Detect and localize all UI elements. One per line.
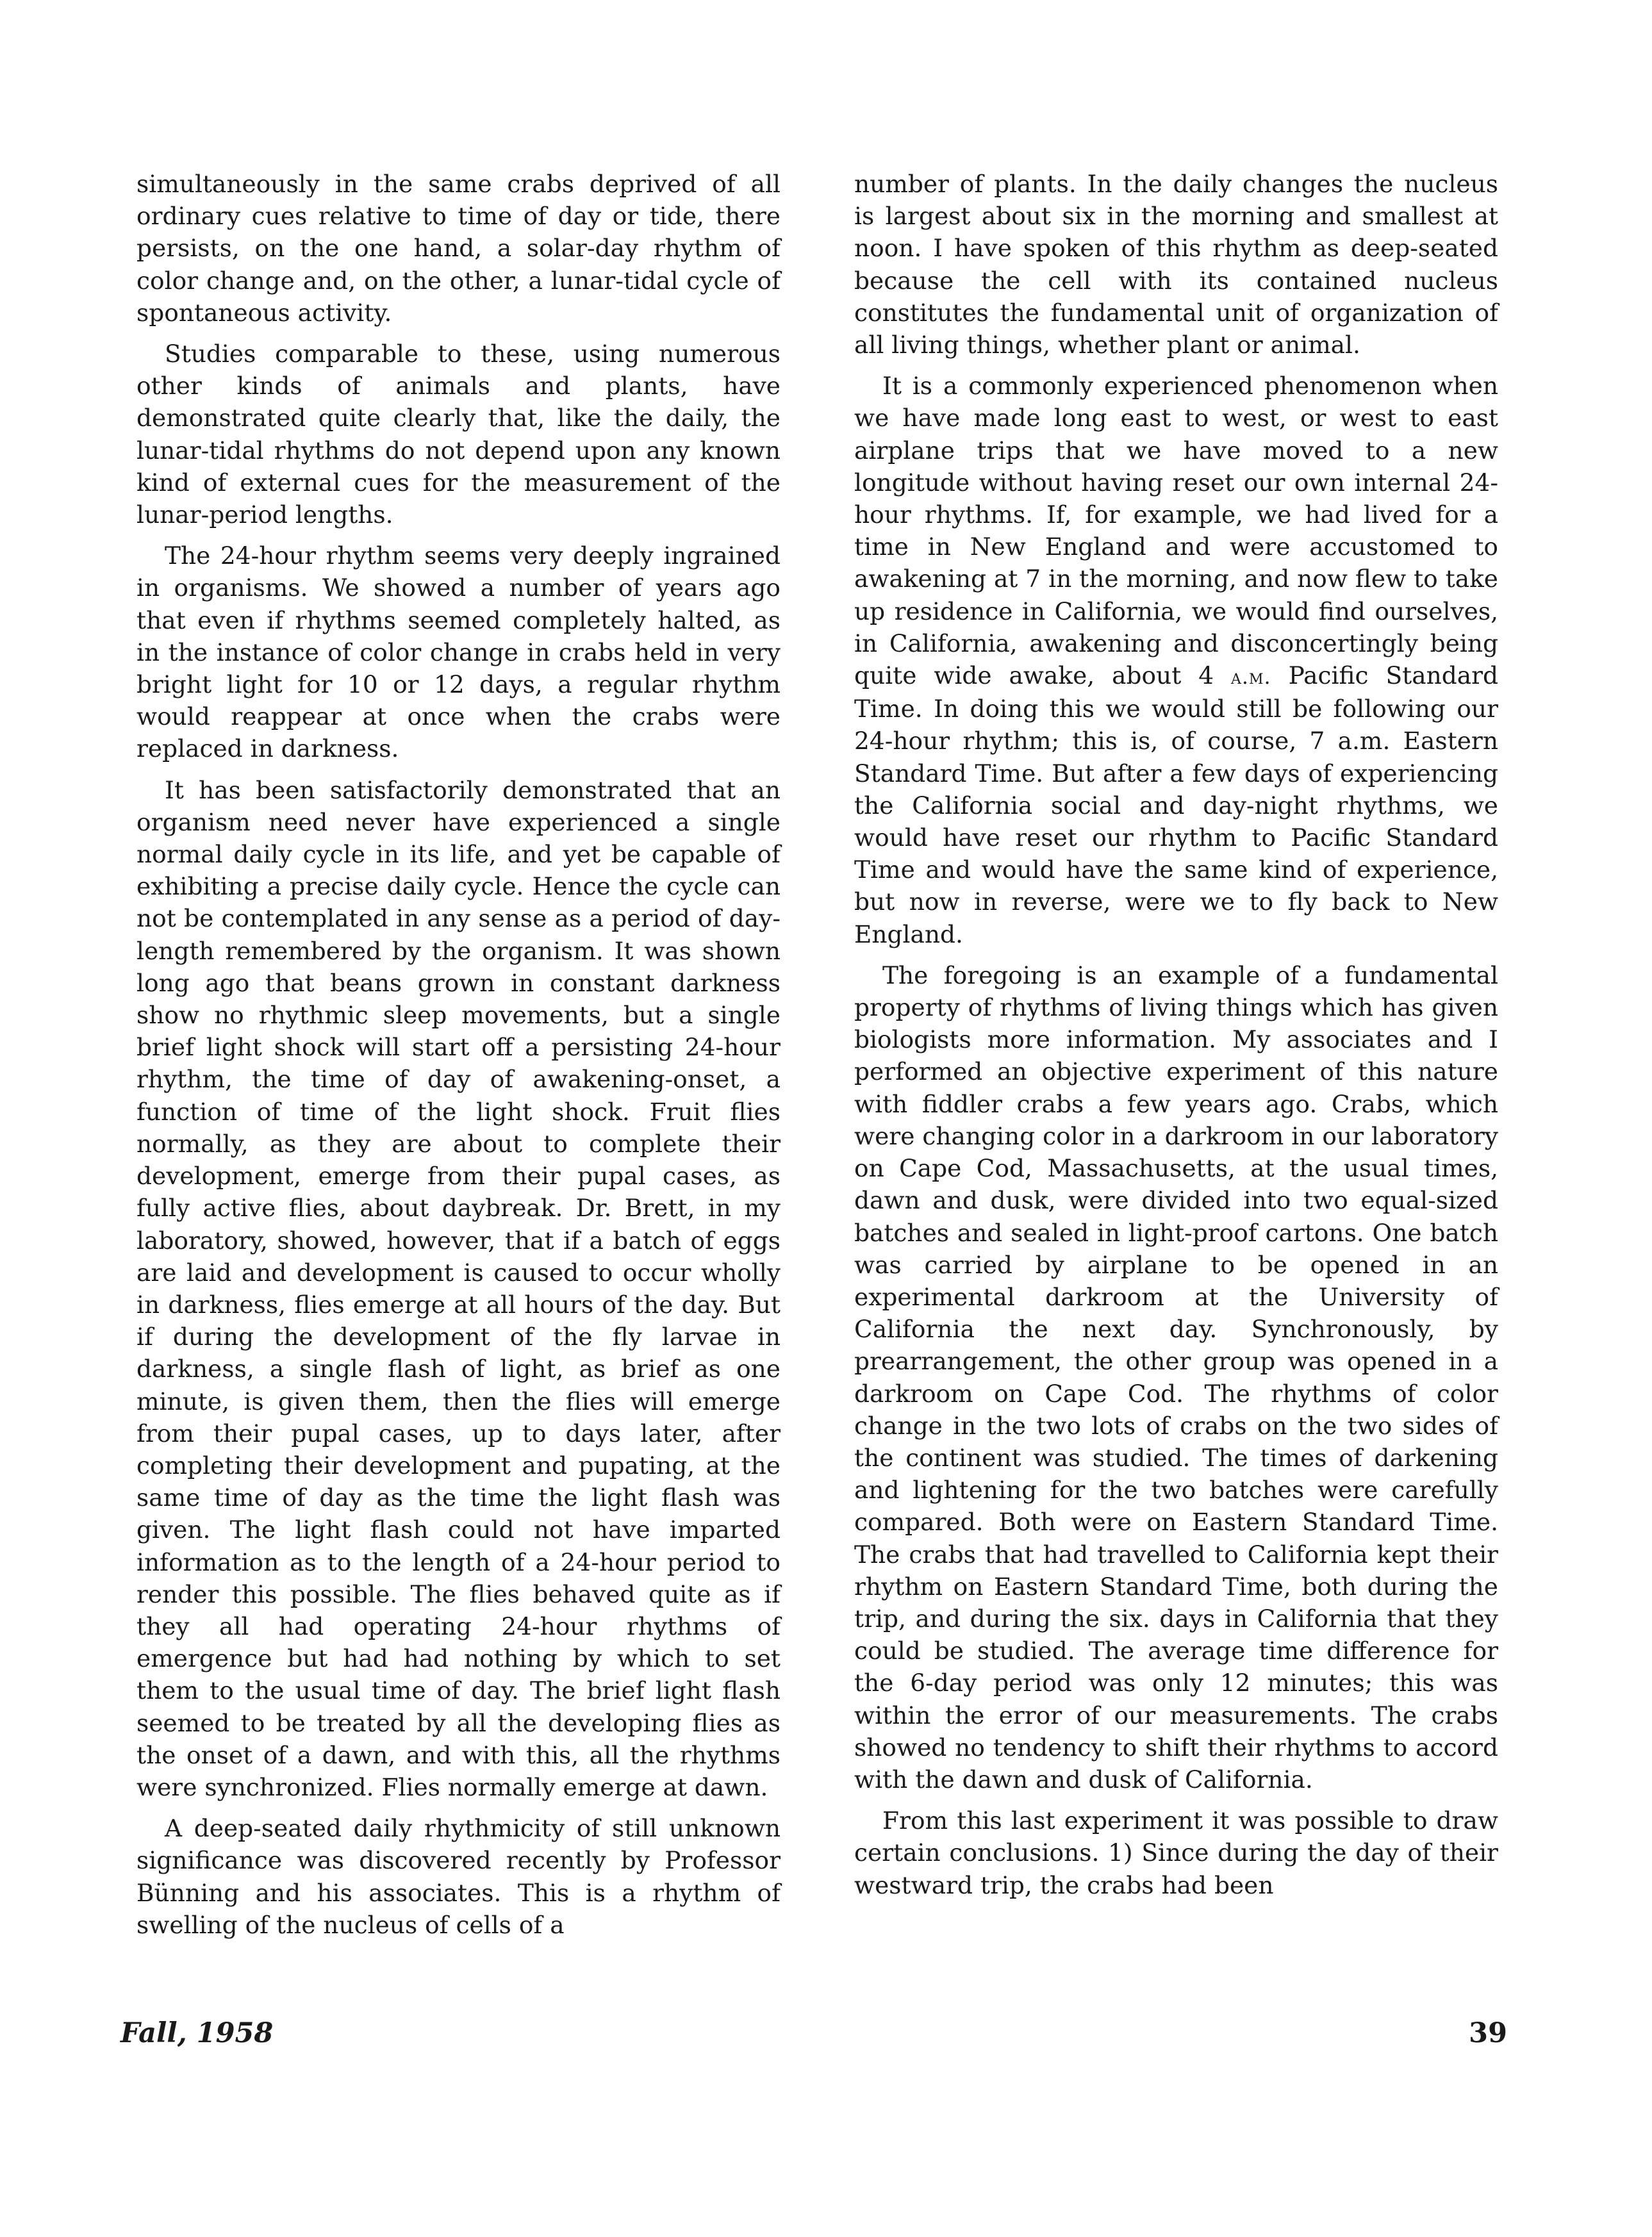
paragraph: The foregoing is an example of a fundamental property of rhythms of living things which has given biologists more information. My associates and I performed an objective experiment of this nature with fiddler crabs a few years ago. Crabs, which were changing color in a darkroom in our laboratory on Cape Cod, Massachusetts, at the usual times, dawn and dusk, were divided into two equal-sized batches and sealed in light-proof cartons. One batch was carried by airplane to be opened in an experimental darkroom at the University of California the next day. Synchronously, by prearrangement, the other group was opened in a darkroom on Cape Cod. The rhythms of color change in the two lots of crabs on the two sides of the continent was studied. The times of darkening and lightening for the two batches were carefully compared. Both were on Eastern Standard Time. The crabs that had travelled to California kept their rhythm on Eastern Standard Time, both during the trip, and during the six. days in California that they could be studied. The average time difference for the 6-day period was only 12 minutes; this was within the error of our measurements. The crabs showed no tendency to shift their rhythms to accord with the dawn and dusk of California. — [854, 961, 1498, 1794]
left-column — [136, 168, 781, 1950]
time-abbreviation: a.m. — [1231, 664, 1271, 689]
paragraph: simultaneously in the same crabs deprived of all ordinary cues relative to time of day or tide, there persists, on the one hand, a solar-day rhythm of color change and, on the other, a lunar-tidal cycle of spontaneous activity. — [136, 170, 781, 327]
right-column — [854, 168, 1498, 1910]
paragraph: Studies comparable to these, using numerous other kinds of animals and plants, have demonstrated quite clearly that, like the daily, the lunar-tidal rhythms do not depend upon any known kind of external cues for the measurement of the lunar-period lengths. — [136, 340, 781, 529]
paragraph: It has been satisfactorily demonstrated that an organism need never have experienced a single normal daily cycle in its life, and yet be capable of exhibiting a precise daily cycle. Hence the cycle can not be contemplated in any sense as a period of day-length remembered by the organism. It was shown long ago that beans grown in constant darkness show no rhythmic sleep movements, but a single brief light shock will start off a persisting 24-hour rhythm, the time of day of awakening-onset, a function of time of the light shock. Fruit flies normally, as they are about to complete their development, emerge from their pupal cases, as fully active flies, about daybreak. Dr. Brett, in my laboratory, showed, however, that if a batch of eggs are laid and development is caused to occur wholly in darkness, flies emerge at all hours of the day. But if during the development of the fly larvae in darkness, a single flash of light, as brief as one minute, is given them, then the flies will emerge from their pupal cases, up to days later, after completing their development and pupating, at the same time of day as the time the light flash was given. The light flash could not have imparted information as to the length of a 24-hour period to render this possible. The flies behaved quite as if they all had operating 24-hour rhythms of emergence but had had nothing by which to set them to the usual time of day. The brief light flash seemed to be treated by all the developing flies as the onset of a dawn, and with this, all the rhythms were synchronized. Flies normally emerge at dawn. — [136, 775, 781, 1801]
paragraph: A deep-seated daily rhythmicity of still unknown significance was discovered recently by Professor Bünning and his associates. This is a rhythm of swelling of the nucleus of cells of a — [136, 1814, 781, 1939]
paragraph: number of plants. In the daily changes the nucleus is largest about six in the morning and smallest at noon. I have spoken of this rhythm as deep-seated because the cell with its contained nucleus constitutes the fundamental unit of organization of all living things, whether plant or animal. — [854, 170, 1498, 359]
page-number: 39 — [1469, 2017, 1507, 2049]
paragraph-text: Pacific Standard Time. In doing this we would still be following our 24-hour rhythm; this is, of course, 7 a.m. Eastern Standard Time. But after a few days of experiencing the California social and day-night rhythms, we would have reset our rhythm to Pacific Standard Time and would have the same kind of experience, but now in reverse, were we to fly back to New England. — [854, 661, 1499, 948]
paragraph — [854, 370, 1498, 950]
footer-issue-date: Fall, 1958 — [120, 2017, 274, 2049]
paragraph: From this last experiment it was possible to draw certain conclusions. 1) Since during the day of their westward trip, the crabs had been — [854, 1806, 1498, 1899]
paragraph: The 24-hour rhythm seems very deeply ingrained in organisms. We showed a number of years ago that even if rhythms seemed completely halted, as in the instance of color change in crabs held in very bright light for 10 or 12 days, a regular rhythm would reappear at once when the crabs were replaced in darkness. — [136, 541, 781, 763]
paragraph-text: It is a commonly experienced phenomenon when we have made long east to west, or west to east airplane trips that we have moved to a new longitude without having reset our own internal 24-hour rhythms. If, for example, we had lived for a time in New England and were accustomed to awakening at 7 in the morning, and now flew to take up residence in California, we would find ourselves, in California, awakening and disconcertingly being quite wide awake, about 4 — [854, 372, 1498, 690]
